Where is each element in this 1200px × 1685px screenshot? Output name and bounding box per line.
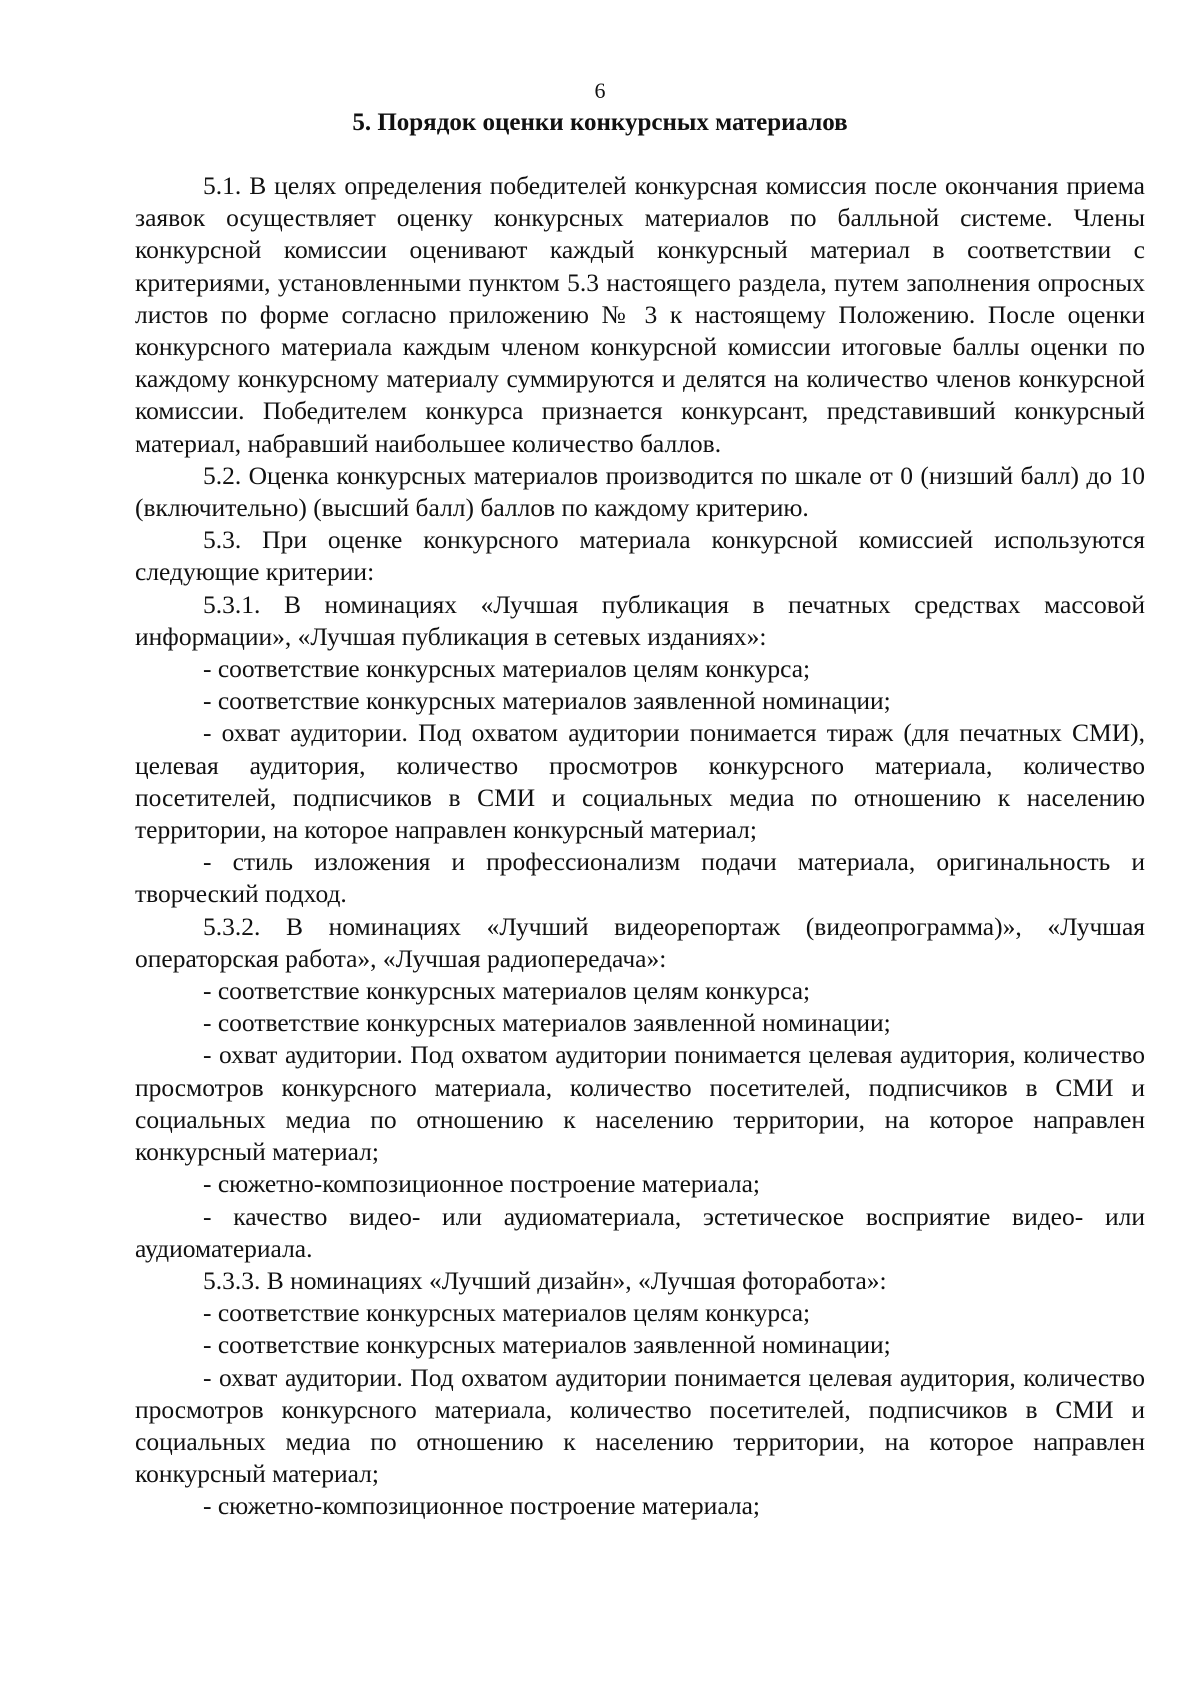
paragraph-5-3: 5.3. При оценке конкурсного материала конкурсной комиссией используются следующие критерии:	[135, 525, 1145, 587]
paragraph-5-1: 5.1. В целях определения победителей конкурсная комиссия после окончания приема заявок осуществляет оценку конкурсных материалов по балльной системе. Члены конкурсной комиссии оценивают каждый конкурсный материал в соответствии с критериями, установленными пунктом 5.3 настоящего раздела, путем заполнения опросных листов по форме согласно приложению № 3 к настоящему Положению. После оценки конкурсного материала каждым членом конкурсной комиссии итоговые баллы оценки по каждому конкурсному материалу суммируются и делятся на количество членов конкурсной комиссии. Победителем конкурса признается конкурсант, представивший конкурсный материал, набравший наибольшее количество баллов.	[135, 171, 1145, 458]
list-item: - охват аудитории. Под охватом аудитории понимается целевая аудитория, количество просмотров конкурсного материала, количество посетителей, подписчиков в СМИ и социальных медиа по отношению к населению территории, на которое направлен конкурсный материал;	[135, 1040, 1145, 1167]
list-item: - соответствие конкурсных материалов целям конкурса;	[203, 976, 811, 1006]
document-body	[135, 170, 1145, 1523]
list-item: - соответствие конкурсных материалов целям конкурса;	[203, 1298, 811, 1328]
list-item: - соответствие конкурсных материалов заявленной номинации;	[203, 1008, 891, 1038]
list-item: - сюжетно-композиционное построение материала;	[203, 1169, 761, 1199]
list-item: - охват аудитории. Под охватом аудитории понимается тираж (для печатных СМИ), целевая аудитория, количество просмотров конкурсного материала, количество посетителей, подписчиков в СМИ и социальных медиа по отношению к населению территории, на которое направлен конкурсный материал;	[135, 718, 1145, 845]
paragraph-5-3-1: 5.3.1. В номинациях «Лучшая публикация в печатных средствах массовой информации», «Лучшая публикация в сетевых изданиях»:	[135, 589, 1145, 651]
list-item: - качество видео- или аудиоматериала, эстетическое восприятие видео- или аудиоматериала.	[135, 1201, 1145, 1263]
list-item: - соответствие конкурсных материалов заявленной номинации;	[203, 686, 891, 716]
section-title: 5. Порядок оценки конкурсных материалов	[352, 109, 848, 136]
page-number: 6	[594, 78, 606, 103]
list-item: - охват аудитории. Под охватом аудитории понимается целевая аудитория, количество просмотров конкурсного материала, количество посетителей, подписчиков в СМИ и социальных медиа по отношению к населению территории, на которое направлен конкурсный материал;	[135, 1362, 1145, 1489]
list-item: - соответствие конкурсных материалов заявленной номинации;	[203, 1330, 891, 1360]
list-item: - соответствие конкурсных материалов целям конкурса;	[203, 654, 811, 684]
list-item: - сюжетно-композиционное построение материала;	[203, 1491, 761, 1521]
paragraph-5-3-2: 5.3.2. В номинациях «Лучший видеорепортаж (видеопрограмма)», «Лучшая операторская работа», «Лучшая радиопередача»:	[135, 911, 1145, 973]
paragraph-5-3-3: 5.3.3. В номинациях «Лучший дизайн», «Лучшая фоторабота»:	[203, 1265, 887, 1295]
paragraph-5-2: 5.2. Оценка конкурсных материалов производится по шкале от 0 (низший балл) до 10 (включительно) (высший балл) баллов по каждому критерию.	[135, 460, 1145, 523]
list-item: - стиль изложения и профессионализм подачи материала, оригинальность и творческий подход.	[135, 847, 1145, 909]
